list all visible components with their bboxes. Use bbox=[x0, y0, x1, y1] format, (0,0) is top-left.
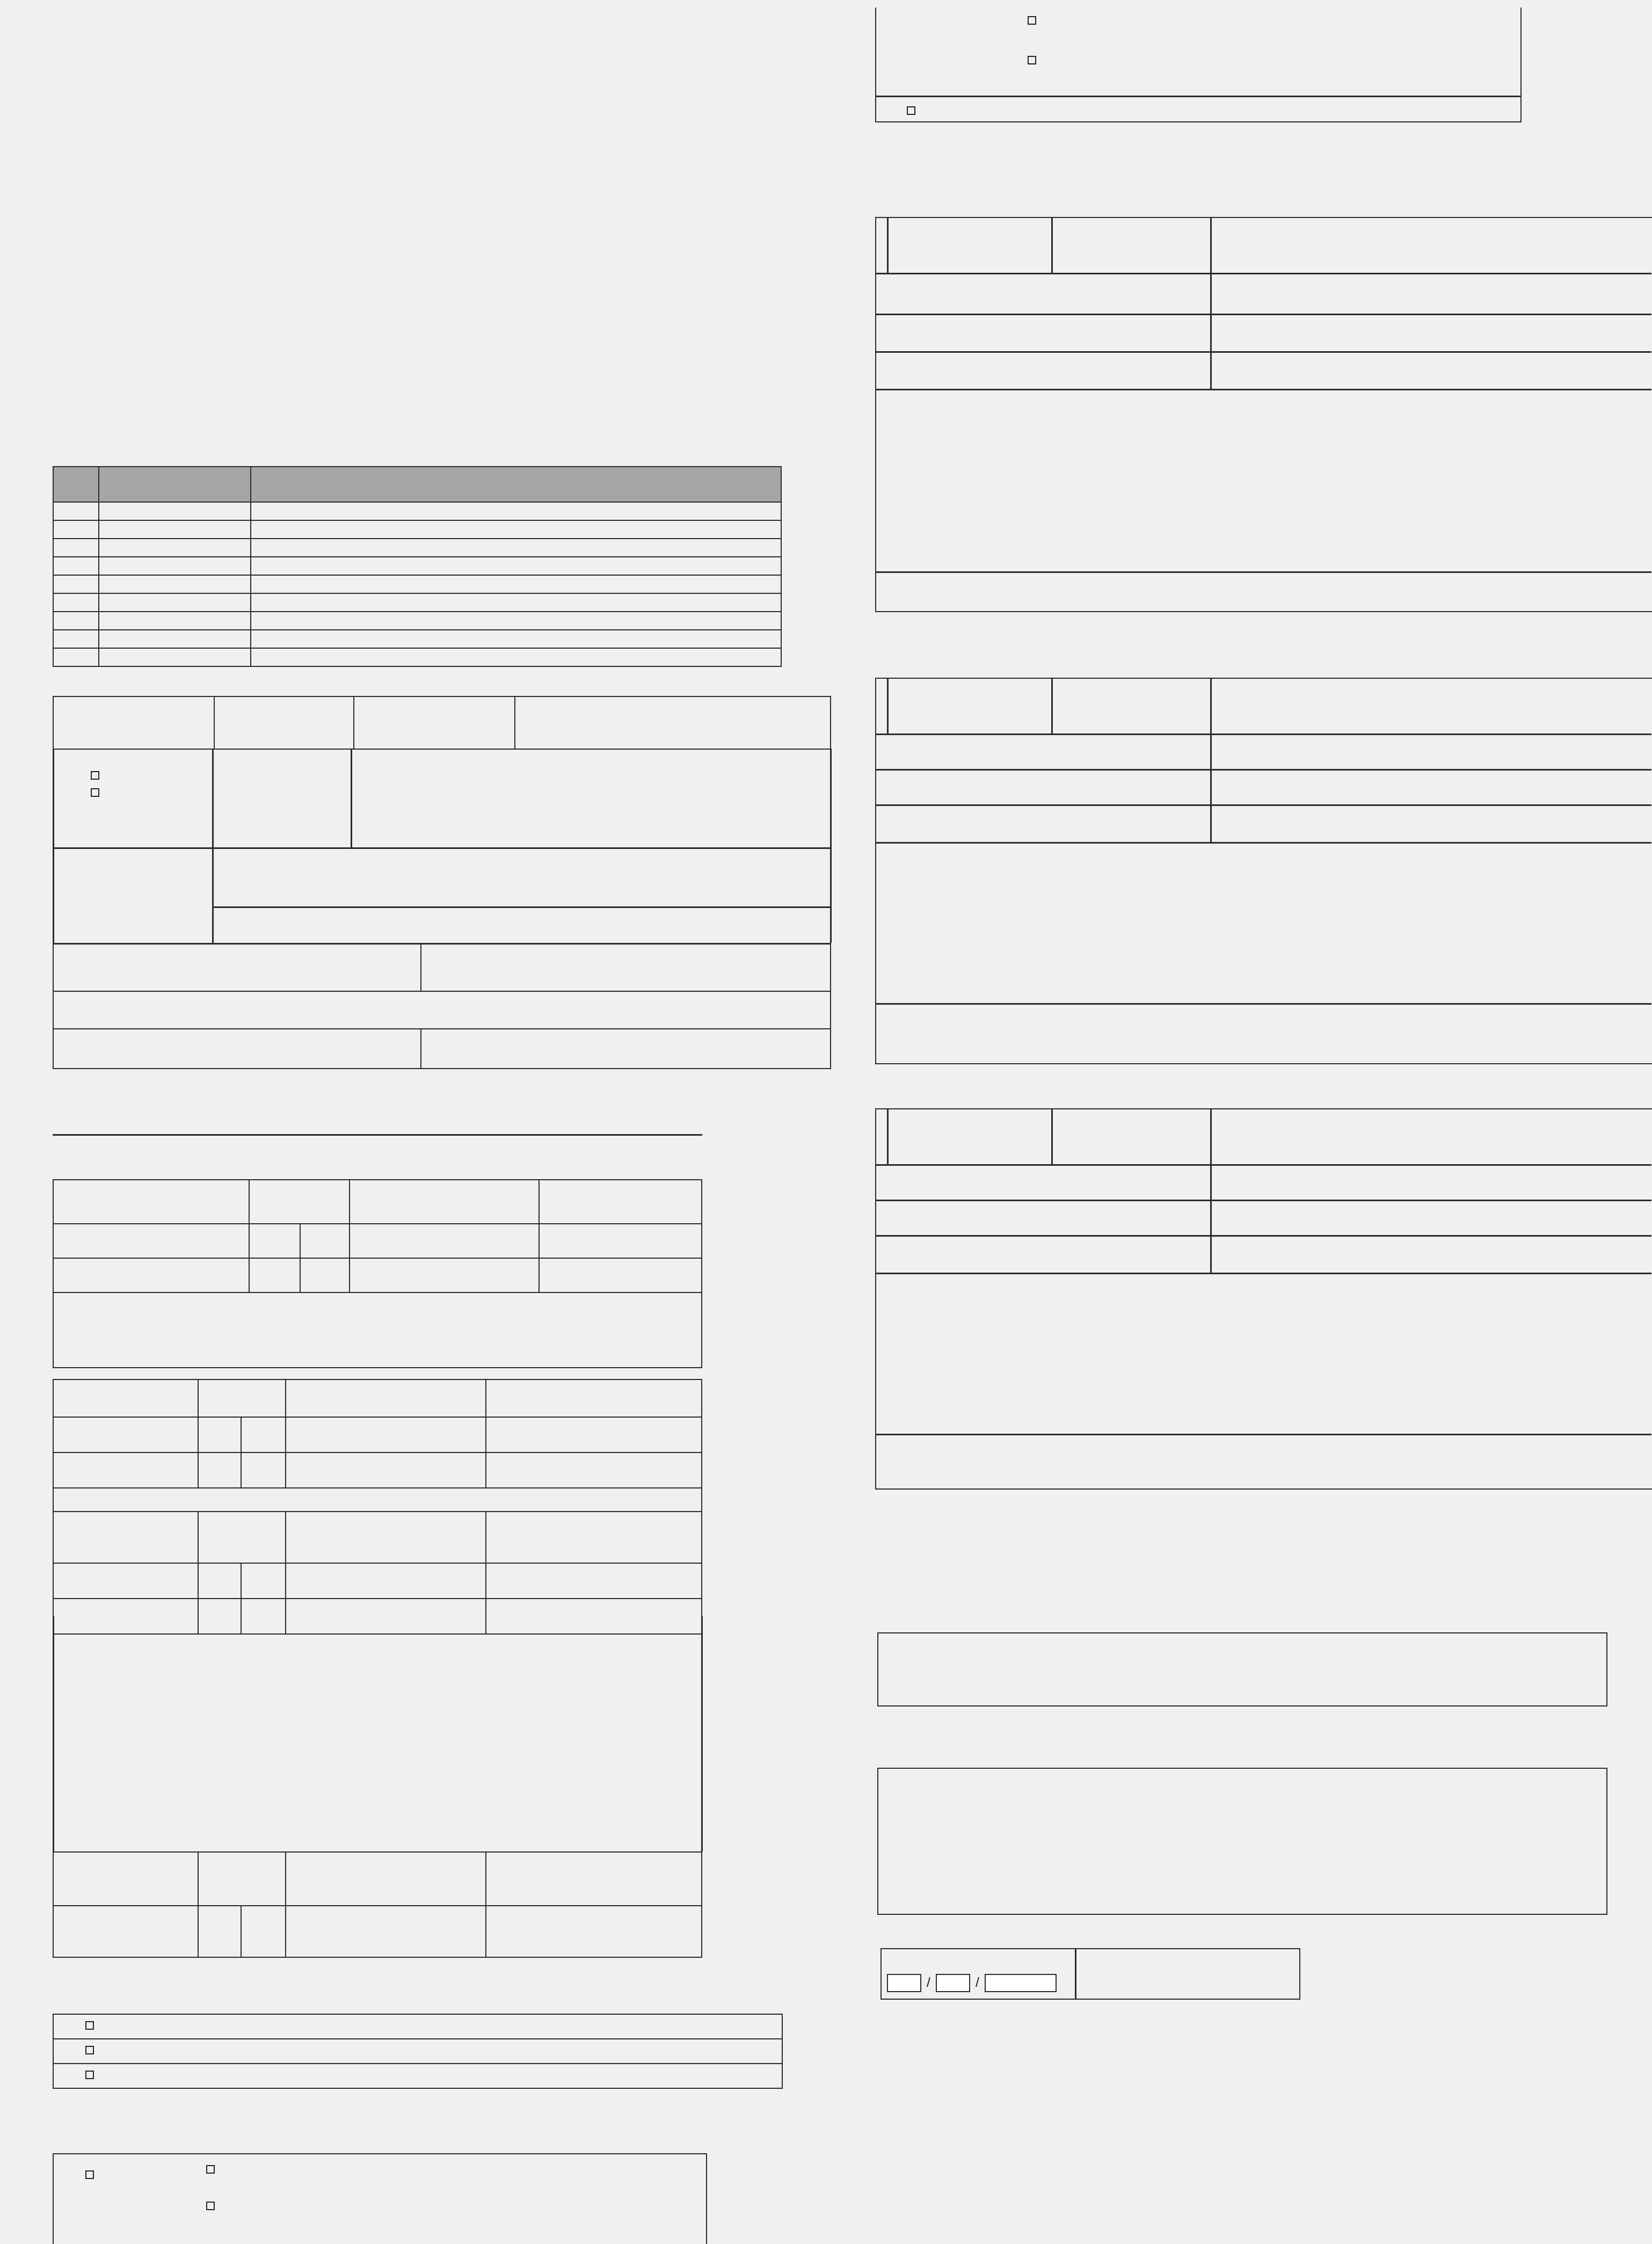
personal-data-contact bbox=[53, 943, 831, 1069]
uni-to-field[interactable] bbox=[300, 1258, 350, 1292]
training-from-field[interactable] bbox=[198, 1563, 241, 1599]
school-to-field[interactable] bbox=[241, 1453, 286, 1488]
training-type-field[interactable] bbox=[286, 1599, 486, 1634]
col-name-seat-country bbox=[53, 1852, 198, 1906]
address-field[interactable] bbox=[53, 943, 421, 991]
position-number-field[interactable] bbox=[99, 612, 251, 630]
col-name-seat-country bbox=[53, 1512, 198, 1563]
fax-field[interactable] bbox=[53, 1029, 421, 1069]
row-number bbox=[53, 539, 99, 557]
checkbox-icon bbox=[91, 788, 99, 797]
personal-data-row1 bbox=[53, 696, 831, 750]
position-number-field[interactable] bbox=[99, 575, 251, 593]
col-diplomas bbox=[486, 1852, 702, 1906]
city-field[interactable] bbox=[421, 943, 831, 991]
school-name-field[interactable] bbox=[53, 1417, 198, 1453]
uni-title-field[interactable] bbox=[350, 1258, 539, 1292]
nostrification-no-option[interactable] bbox=[53, 2039, 782, 2064]
uni-name-field[interactable] bbox=[53, 1224, 249, 1258]
school-type-field[interactable] bbox=[286, 1417, 486, 1453]
col-attended bbox=[198, 1852, 286, 1906]
job-duties-field[interactable] bbox=[883, 393, 1634, 503]
training-name-field[interactable] bbox=[53, 1563, 198, 1599]
position-name-field[interactable] bbox=[251, 520, 781, 539]
col-field bbox=[539, 1180, 702, 1224]
row-number bbox=[53, 502, 99, 520]
gender-male-option[interactable] bbox=[89, 767, 111, 783]
row-number bbox=[53, 648, 99, 666]
position-name-field[interactable] bbox=[251, 557, 781, 575]
exam-option-psychologist[interactable] bbox=[1025, 52, 1509, 68]
col-type-degree bbox=[286, 1379, 486, 1417]
col-type-degree bbox=[286, 1852, 486, 1906]
training-from-field[interactable] bbox=[198, 1599, 241, 1634]
row-number bbox=[53, 520, 99, 539]
job-duties-field[interactable] bbox=[883, 846, 1634, 940]
row-number bbox=[53, 575, 99, 593]
checkbox-icon bbox=[1028, 16, 1036, 25]
training-type-field[interactable] bbox=[286, 1563, 486, 1599]
parent-name-field[interactable] bbox=[515, 696, 831, 749]
s3c-title bbox=[53, 1488, 702, 1512]
checkbox-icon bbox=[206, 2202, 215, 2210]
position-name-field[interactable] bbox=[251, 539, 781, 557]
nostrification-yes-option[interactable] bbox=[53, 2014, 782, 2039]
primary-to-field[interactable] bbox=[241, 1906, 286, 1957]
job-duties-field[interactable] bbox=[883, 1277, 1634, 1370]
date-year-box[interactable] bbox=[985, 1974, 1057, 1992]
exam-option-nurse[interactable] bbox=[204, 2197, 725, 2213]
col-naziv-mjesta bbox=[251, 467, 781, 502]
school-type-field[interactable] bbox=[286, 1453, 486, 1488]
position-number-field[interactable] bbox=[99, 630, 251, 648]
position-number-field[interactable] bbox=[99, 557, 251, 575]
col-attended bbox=[249, 1180, 350, 1224]
secondary-school-table bbox=[53, 1379, 702, 1635]
email-field[interactable] bbox=[421, 1029, 831, 1069]
position-name-field[interactable] bbox=[251, 593, 781, 612]
position-number-field[interactable] bbox=[99, 648, 251, 666]
training-to-field[interactable] bbox=[241, 1599, 286, 1634]
special-conditions-field[interactable] bbox=[877, 1768, 1607, 1915]
col-diplomas bbox=[486, 1512, 702, 1563]
position-number-field[interactable] bbox=[99, 593, 251, 612]
checkbox-icon bbox=[85, 2046, 94, 2054]
uni-to-field[interactable] bbox=[300, 1224, 350, 1258]
col-type-degree bbox=[286, 1512, 486, 1563]
primary-from-field[interactable] bbox=[198, 1906, 241, 1957]
position-name-field[interactable] bbox=[251, 575, 781, 593]
position-number-field[interactable] bbox=[99, 520, 251, 539]
primary-diploma-field[interactable] bbox=[486, 1906, 702, 1957]
school-diploma-field[interactable] bbox=[486, 1453, 702, 1488]
uni-from-field[interactable] bbox=[249, 1224, 300, 1258]
training-diploma-field[interactable] bbox=[486, 1563, 702, 1599]
university-table bbox=[53, 1179, 702, 1368]
uni-name-field[interactable] bbox=[53, 1258, 249, 1292]
training-name-field[interactable] bbox=[53, 1599, 198, 1634]
row-number bbox=[53, 630, 99, 648]
exam-yes-option[interactable] bbox=[83, 2166, 106, 2182]
nostrification-table bbox=[53, 2014, 783, 2089]
checkbox-icon bbox=[907, 106, 915, 115]
row-number bbox=[53, 557, 99, 575]
date-month-box[interactable] bbox=[936, 1974, 970, 1992]
date-day-box[interactable] bbox=[887, 1974, 921, 1992]
col-attended bbox=[198, 1512, 286, 1563]
row-number bbox=[53, 612, 99, 630]
training-to-field[interactable] bbox=[241, 1563, 286, 1599]
maiden-name-field[interactable] bbox=[354, 696, 515, 749]
position-name-field[interactable] bbox=[251, 630, 781, 648]
school-diploma-field[interactable] bbox=[486, 1417, 702, 1453]
positions-table bbox=[53, 466, 782, 667]
row-number bbox=[53, 593, 99, 612]
checkbox-icon bbox=[85, 2170, 94, 2179]
primary-school-table bbox=[53, 1851, 702, 1958]
nostrification-exempt-option[interactable] bbox=[53, 2064, 782, 2088]
s3a-title bbox=[56, 1138, 711, 1154]
s3b-title bbox=[53, 1292, 702, 1368]
school-name-field[interactable] bbox=[53, 1453, 198, 1488]
exam-no-option[interactable] bbox=[905, 102, 927, 118]
col-broj-pozicije bbox=[99, 467, 251, 502]
uni-from-field[interactable] bbox=[249, 1258, 300, 1292]
exam-option-pedagogue[interactable] bbox=[1025, 12, 1525, 28]
training-diploma-field[interactable] bbox=[486, 1599, 702, 1634]
school-to-field[interactable] bbox=[241, 1417, 286, 1453]
position-number-field[interactable] bbox=[99, 539, 251, 557]
school-from-field[interactable] bbox=[198, 1417, 241, 1453]
computer-use-field[interactable] bbox=[877, 1632, 1607, 1706]
checkbox-icon bbox=[91, 771, 99, 780]
name-field[interactable] bbox=[214, 696, 354, 749]
exam-option-educator[interactable] bbox=[204, 2161, 725, 2177]
surname-field[interactable] bbox=[53, 696, 214, 749]
col-rb bbox=[53, 467, 99, 502]
uni-field-field[interactable] bbox=[539, 1224, 702, 1258]
position-name-field[interactable] bbox=[251, 502, 781, 520]
col-attended bbox=[198, 1379, 286, 1417]
phone-field[interactable] bbox=[53, 991, 831, 1029]
col-title bbox=[350, 1180, 539, 1224]
primary-type-field[interactable] bbox=[286, 1906, 486, 1957]
gender-female-option[interactable] bbox=[89, 784, 111, 800]
position-number-field[interactable] bbox=[99, 502, 251, 520]
checkbox-icon bbox=[206, 2165, 215, 2174]
checkbox-icon bbox=[85, 2021, 94, 2030]
primary-name-field[interactable] bbox=[53, 1906, 198, 1957]
uni-field-field[interactable] bbox=[539, 1258, 702, 1292]
checkbox-icon bbox=[1028, 56, 1036, 64]
date-field[interactable]: / / bbox=[887, 1974, 1057, 1992]
position-name-field[interactable] bbox=[251, 612, 781, 630]
checkbox-icon bbox=[85, 2071, 94, 2079]
col-diplomas bbox=[486, 1379, 702, 1417]
school-from-field[interactable] bbox=[198, 1453, 241, 1488]
col-name-seat-country bbox=[53, 1379, 198, 1417]
position-name-field[interactable] bbox=[251, 648, 781, 666]
uni-title-field[interactable] bbox=[350, 1224, 539, 1258]
col-name-seat-country bbox=[53, 1180, 249, 1224]
